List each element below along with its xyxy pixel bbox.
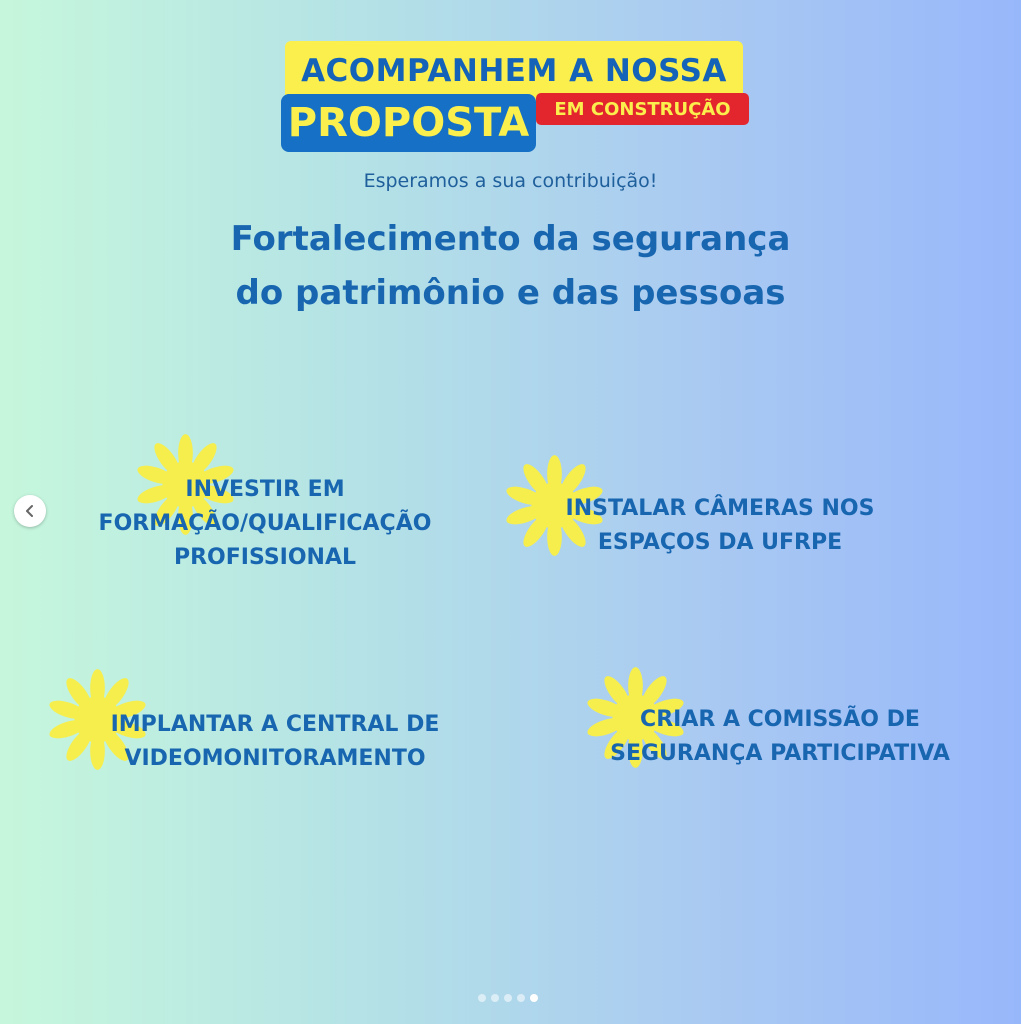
carousel-dot[interactable] [491, 994, 499, 1002]
carousel-dot[interactable] [478, 994, 486, 1002]
item-3-line-2: VIDEOMONITORAMENTO [124, 746, 426, 771]
carousel-prev-button[interactable] [14, 495, 46, 527]
item-1-line-1: INVESTIR EM [185, 477, 345, 502]
construction-badge: EM CONSTRUÇÃO [536, 93, 749, 125]
item-2-line-2: ESPAÇOS DA UFRPE [597, 530, 843, 555]
proposal-item-3 [80, 708, 470, 776]
carousel-indicator [478, 994, 538, 1002]
item-4-line-1: CRIAR A COMISSÃO DE [640, 707, 920, 732]
carousel-dot[interactable] [517, 994, 525, 1002]
proposal-item-4 [585, 703, 975, 771]
item-3-line-1: IMPLANTAR A CENTRAL DE [110, 712, 440, 737]
item-4-line-2: SEGURANÇA PARTICIPATIVA [610, 741, 950, 766]
item-1-line-2: FORMAÇÃO/QUALIFICAÇÃO [98, 511, 432, 536]
chevron-left-icon [23, 504, 37, 518]
item-2-line-1: INSTALAR CÂMERAS NOS [565, 496, 875, 521]
proposal-item-1 [60, 473, 470, 575]
header-line2: PROPOSTA [281, 94, 536, 152]
proposal-item-2 [530, 492, 910, 560]
page-title [0, 212, 1021, 320]
header [0, 0, 1021, 160]
header-line1: ACOMPANHEM A NOSSA [285, 41, 743, 101]
item-1-line-3: PROFISSIONAL [173, 545, 357, 570]
carousel-dot-active[interactable] [530, 994, 538, 1002]
subtitle: Esperamos a sua contribuição! [363, 170, 658, 192]
carousel-dot[interactable] [504, 994, 512, 1002]
title-line-1: Fortalecimento da segurança [230, 219, 791, 259]
title-line-2: do patrimônio e das pessoas [235, 273, 786, 313]
